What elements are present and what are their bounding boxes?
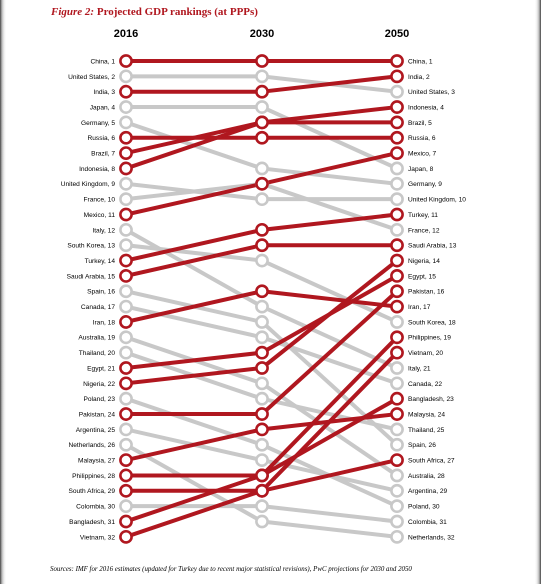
- left-label-31: Bangladesh, 31: [69, 518, 115, 526]
- node-vietnam-2030: [256, 485, 267, 496]
- node-nigeria-2030: [256, 362, 267, 373]
- node-bangladesh-2050: [391, 393, 402, 404]
- right-rank-labels: [408, 58, 466, 541]
- right-label-11: Turkey, 11: [408, 211, 438, 219]
- node-south-korea-2030: [256, 255, 267, 266]
- node-united-states-2050: [391, 86, 402, 97]
- node-spain-2050: [391, 439, 402, 450]
- right-label-17: Iran, 17: [408, 304, 431, 311]
- left-label-30: Colombia, 30: [76, 503, 115, 511]
- left-label-16: Spain, 16: [87, 288, 115, 296]
- node-egypt-2016: [120, 362, 131, 373]
- node-mexico-2030: [256, 178, 267, 189]
- node-united-states-2030: [256, 71, 267, 82]
- right-label-22: Canada, 22: [408, 380, 443, 388]
- node-thailand-2030: [256, 393, 267, 404]
- left-rank-labels: [61, 58, 116, 541]
- node-pakistan-2050: [391, 286, 402, 297]
- right-label-25: Thailand, 25: [408, 426, 445, 434]
- node-thailand-2050: [391, 424, 402, 435]
- node-poland-2050: [391, 501, 402, 512]
- node-colombia-2050: [391, 516, 402, 527]
- node-russia-2030: [256, 132, 267, 143]
- right-label-5: Brazil, 5: [408, 119, 432, 127]
- node-brazil-2050: [391, 117, 402, 128]
- right-label-23: Bangladesh, 23: [408, 396, 454, 404]
- node-vietnam-2016: [120, 531, 131, 542]
- node-india-2016: [120, 86, 131, 97]
- node-china-2016: [120, 55, 131, 66]
- left-label-3: India, 3: [93, 89, 115, 97]
- right-label-18: South Korea, 18: [408, 319, 456, 327]
- node-egypt-2050: [391, 270, 402, 281]
- node-netherlands-2030: [256, 516, 267, 527]
- node-germany-2030: [256, 163, 267, 174]
- node-philippines-2050: [391, 332, 402, 343]
- left-label-9: United Kingdom, 9: [60, 181, 115, 189]
- left-label-32: Vietnam, 32: [79, 534, 115, 542]
- column-headers: [114, 28, 409, 40]
- right-label-27: South Africa, 27: [408, 457, 455, 465]
- node-italy-2050: [391, 362, 402, 373]
- right-label-13: Saudi Arabia, 13: [408, 242, 457, 250]
- node-japan-2050: [391, 163, 402, 174]
- node-spain-2030: [256, 316, 267, 327]
- node-netherlands-2050: [391, 531, 402, 542]
- node-india-2030: [256, 86, 267, 97]
- right-label-14: Nigeria, 14: [408, 257, 440, 265]
- node-united-kingdom-2016: [120, 178, 131, 189]
- left-label-18: Iran, 18: [92, 319, 115, 327]
- left-label-6: Russia, 6: [87, 135, 115, 143]
- left-label-15: Saudi Arabia, 15: [66, 273, 115, 281]
- left-label-13: South Korea, 13: [67, 242, 115, 250]
- node-japan-2016: [120, 101, 131, 112]
- node-brazil-2016: [120, 148, 131, 159]
- right-label-15: Egypt, 15: [408, 273, 436, 281]
- node-france-2016: [120, 194, 131, 205]
- node-netherlands-2016: [120, 439, 131, 450]
- node-south-korea-2016: [120, 240, 131, 251]
- left-label-29: South Africa, 29: [68, 488, 115, 496]
- node-bangladesh-2030: [256, 470, 267, 481]
- node-malaysia-2030: [256, 424, 267, 435]
- right-label-2: India, 2: [408, 73, 430, 81]
- node-iran-2030: [256, 286, 267, 297]
- node-germany-2016: [120, 117, 131, 128]
- node-saudi-arabia-2050: [391, 240, 402, 251]
- node-argentina-2016: [120, 424, 131, 435]
- node-vietnam-2050: [391, 347, 402, 358]
- node-canada-2050: [391, 378, 402, 389]
- right-label-8: Japan, 8: [408, 165, 434, 173]
- left-label-23: Poland, 23: [83, 396, 115, 404]
- left-label-12: Italy, 12: [92, 227, 115, 235]
- sources-note: Sources: IMF for 2016 estimates (updated for Turkey due to recent major statistical revisions), PwC projections for 2030 and 2050: [50, 566, 412, 573]
- node-colombia-2030: [256, 501, 267, 512]
- left-label-10: France, 10: [83, 196, 115, 204]
- node-saudi-arabia-2030: [256, 240, 267, 251]
- left-label-8: Indonesia, 8: [79, 165, 115, 173]
- node-nigeria-2016: [120, 378, 131, 389]
- node-bangladesh-2016: [120, 516, 131, 527]
- left-label-26: Netherlands, 26: [68, 442, 115, 450]
- node-spain-2016: [120, 286, 131, 297]
- column-header-2050: 2050: [384, 28, 410, 40]
- right-label-7: Mexico, 7: [408, 150, 437, 158]
- node-united-kingdom-2050: [391, 194, 402, 205]
- right-label-26: Spain, 26: [408, 442, 436, 450]
- node-japan-2030: [256, 101, 267, 112]
- node-poland-2030: [256, 439, 267, 450]
- node-pakistan-2016: [120, 408, 131, 419]
- node-malaysia-2016: [120, 455, 131, 466]
- left-label-4: Japan, 4: [89, 104, 115, 112]
- column-header-2016: 2016: [113, 28, 139, 40]
- node-malaysia-2050: [391, 408, 402, 419]
- node-canada-2016: [120, 301, 131, 312]
- node-mexico-2016: [120, 209, 131, 220]
- node-pakistan-2030: [256, 408, 267, 419]
- node-indonesia-2050: [391, 101, 402, 112]
- node-india-2050: [391, 71, 402, 82]
- right-label-31: Colombia, 31: [408, 518, 447, 526]
- right-label-9: Germany, 9: [408, 181, 442, 189]
- node-australia-2030: [256, 378, 267, 389]
- left-label-14: Turkey, 14: [84, 257, 115, 265]
- right-label-28: Australia, 28: [408, 472, 445, 480]
- node-united-states-2016: [120, 71, 131, 82]
- left-label-5: Germany, 5: [81, 119, 115, 127]
- node-saudi-arabia-2016: [120, 270, 131, 281]
- node-australia-2050: [391, 470, 402, 481]
- right-label-29: Argentina, 29: [408, 488, 448, 496]
- right-label-20: Vietnam, 20: [408, 350, 444, 358]
- node-egypt-2030: [256, 347, 267, 358]
- node-china-2030: [256, 55, 267, 66]
- left-label-27: Malaysia, 27: [77, 457, 115, 465]
- node-iran-2050: [391, 301, 402, 312]
- node-turkey-2016: [120, 255, 131, 266]
- right-label-30: Poland, 30: [408, 503, 440, 511]
- node-argentina-2030: [256, 455, 267, 466]
- left-label-1: China, 1: [90, 58, 115, 66]
- node-poland-2016: [120, 393, 131, 404]
- left-label-20: Thailand, 20: [78, 350, 115, 358]
- left-label-24: Pakistan, 24: [78, 411, 115, 419]
- left-label-22: Nigeria, 22: [83, 380, 115, 388]
- right-label-24: Malaysia, 24: [408, 411, 446, 419]
- right-label-3: United States, 3: [408, 89, 455, 97]
- node-australia-2016: [120, 332, 131, 343]
- node-mexico-2050: [391, 148, 402, 159]
- right-label-21: Italy, 21: [408, 365, 431, 373]
- left-label-2: United States, 2: [68, 73, 115, 81]
- right-label-16: Pakistan, 16: [408, 288, 445, 296]
- column-header-2030: 2030: [249, 28, 275, 40]
- node-colombia-2016: [120, 501, 131, 512]
- node-italy-2030: [256, 301, 267, 312]
- right-label-4: Indonesia, 4: [408, 104, 444, 112]
- left-label-25: Argentina, 25: [75, 426, 115, 434]
- left-label-28: Philippines, 28: [72, 472, 115, 480]
- right-label-12: France, 12: [408, 227, 440, 235]
- right-label-6: Russia, 6: [408, 135, 436, 143]
- node-indonesia-2030: [256, 117, 267, 128]
- figure-number: Figure 2:: [51, 6, 95, 18]
- node-france-2050: [391, 224, 402, 235]
- node-south-africa-2050: [391, 455, 402, 466]
- node-south-korea-2050: [391, 316, 402, 327]
- right-label-19: Philippines, 19: [408, 334, 451, 342]
- left-label-7: Brazil, 7: [91, 150, 115, 158]
- node-argentina-2050: [391, 485, 402, 496]
- node-turkey-2050: [391, 209, 402, 220]
- node-united-kingdom-2030: [256, 194, 267, 205]
- left-label-17: Canada, 17: [80, 304, 115, 311]
- right-label-32: Netherlands, 32: [408, 534, 455, 542]
- node-china-2050: [391, 55, 402, 66]
- node-philippines-2016: [120, 470, 131, 481]
- node-canada-2030: [256, 332, 267, 343]
- node-turkey-2030: [256, 224, 267, 235]
- node-thailand-2016: [120, 347, 131, 358]
- node-russia-2016: [120, 132, 131, 143]
- node-italy-2016: [120, 224, 131, 235]
- node-indonesia-2016: [120, 163, 131, 174]
- figure-title-text: Projected GDP rankings (at PPPs): [96, 6, 258, 18]
- node-germany-2050: [391, 178, 402, 189]
- node-nigeria-2050: [391, 255, 402, 266]
- left-label-19: Australia, 19: [78, 334, 115, 342]
- node-iran-2016: [120, 316, 131, 327]
- right-label-1: China, 1: [408, 58, 433, 66]
- left-label-11: Mexico, 11: [83, 211, 115, 219]
- node-russia-2050: [391, 132, 402, 143]
- left-label-21: Egypt, 21: [87, 365, 115, 373]
- node-south-africa-2016: [120, 485, 131, 496]
- right-label-10: United Kingdom, 10: [408, 196, 466, 204]
